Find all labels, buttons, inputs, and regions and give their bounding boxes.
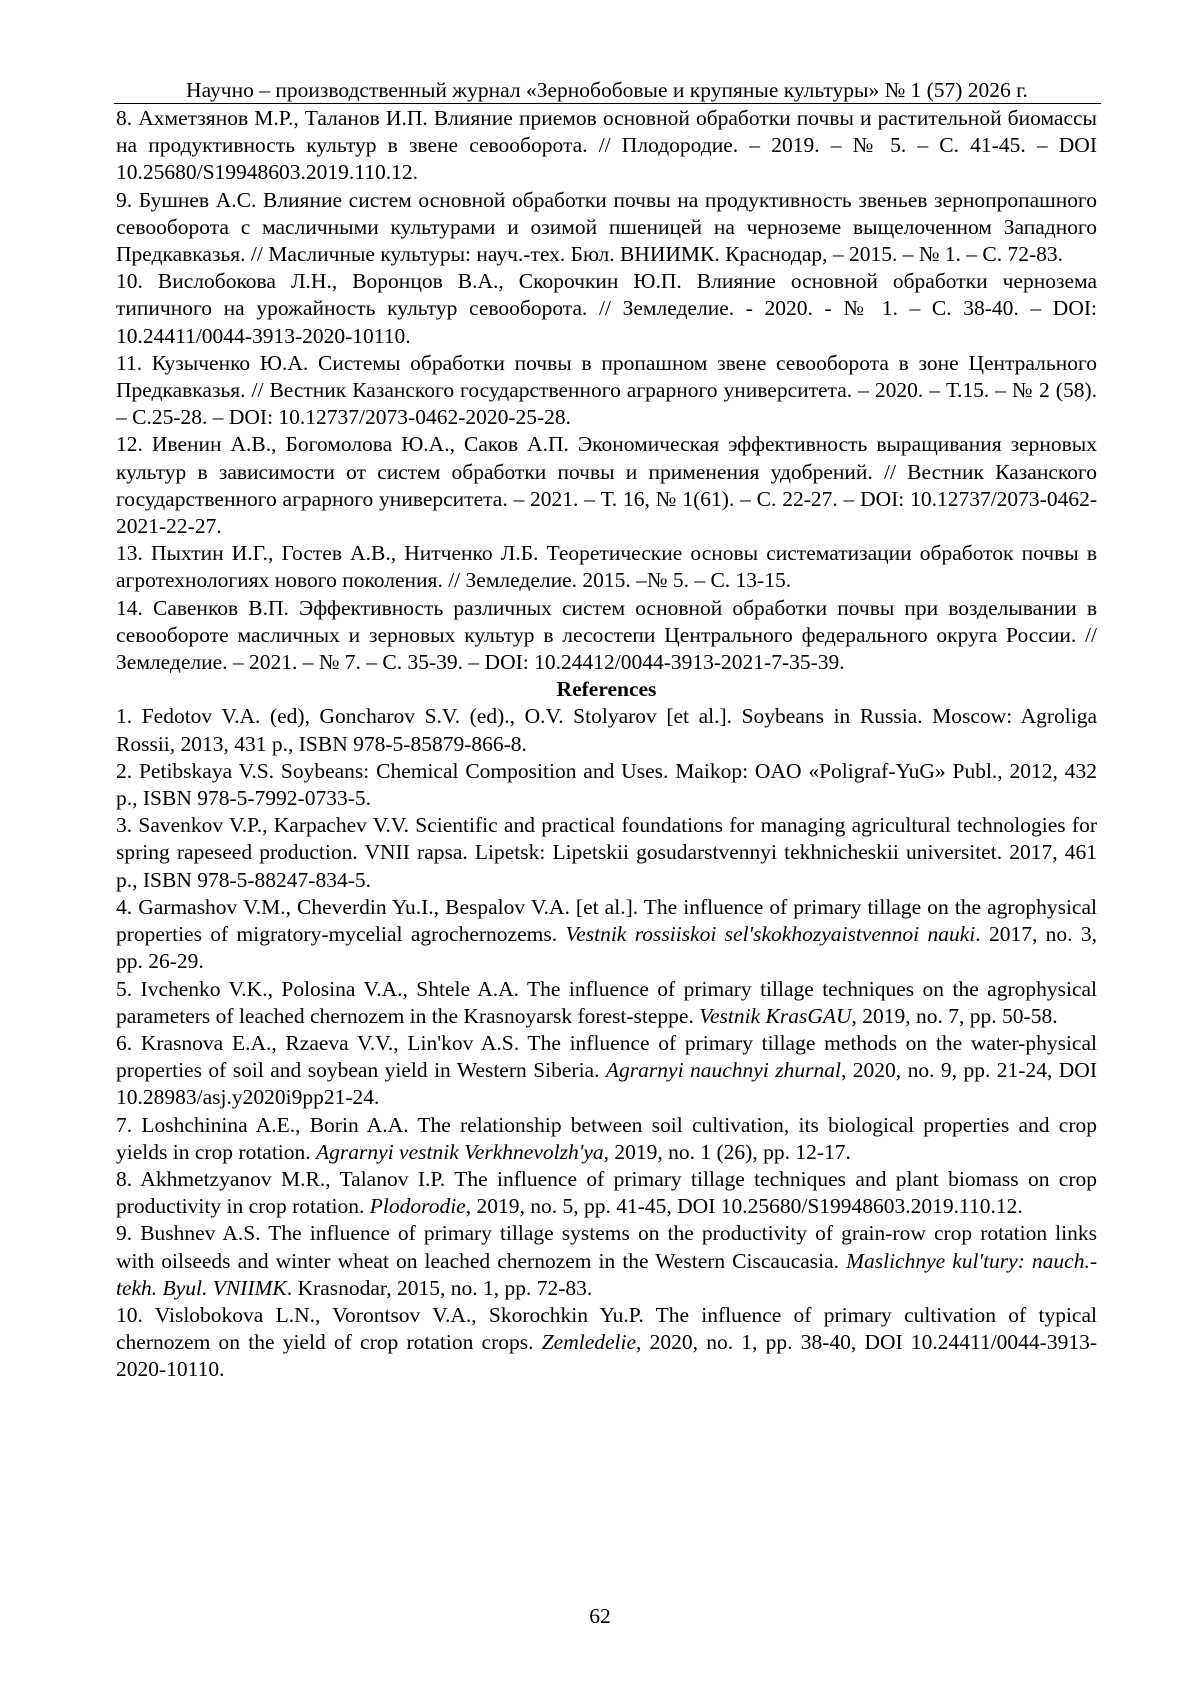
references-body	[116, 105, 1097, 1384]
reference-en-6	[116, 1030, 1097, 1112]
reference-en-7	[116, 1112, 1097, 1166]
reference-en-9-details: . Krasnodar, 2015, no. 1, pp. 72-83.	[286, 1275, 593, 1300]
reference-en-4-text: 4. Garmashov V.M., Cheverdin Yu.I., Bespalov V.A. [et al.]. The influence of primary tillage on the agrophysical properties of migratory-mycelial agrochernozems.	[116, 894, 1097, 947]
reference-en-1-text: 1. Fedotov V.A. (ed), Goncharov S.V. (ed)., O.V. Stolyarov [et al.]. Soybeans in Russia. Moscow: Agroliga Rossii, 2013, 431 p., ISBN 978-5-85879-866-8.	[116, 704, 1097, 756]
reference-en-1	[116, 703, 1097, 757]
reference-en-7-journal: Agrarnyi vestnik Verkhnevolzh'ya	[316, 1139, 604, 1164]
reference-en-5-journal: Vestnik KrasGAU	[699, 1003, 852, 1028]
journal-running-header: Научно – производственный журнал «Зернобобовые и крупяные культуры» № 1 (57) 2026 г.	[186, 78, 1028, 102]
reference-en-2	[116, 758, 1097, 812]
reference-en-8	[116, 1166, 1097, 1220]
reference-ru-11: 11. Кузыченко Ю.А. Системы обработки почвы в пропашном звене севооборота в зоне Центрального Предкавказья. // Вестник Казанского государственного аграрного университета. – 2020. – Т.15. – № 2 (58). – С.25-28. – DOI: 10.12737/2073-0462-2020-25-28.	[116, 350, 1097, 430]
page-number: 62	[589, 1604, 611, 1628]
reference-en-4	[116, 894, 1097, 976]
reference-en-5-text: 5. Ivchenko V.K., Polosina V.A., Shtele A.A. The influence of primary tillage techniques on the agrophysical parameters of leached chernozem in the Krasnoyarsk forest-steppe.	[116, 976, 1097, 1028]
reference-ru-8: 8. Ахметзянов М.Р., Таланов И.П. Влияние приемов основной обработки почвы и растительной биомассы на продуктивность культур в звене севооборота. // Плодородие. – 2019. – № 5. – С. 41-45. – DOI 10.25680/S19948603.2019.110.12.	[116, 106, 1097, 185]
reference-en-8-text: 8. Akhmetzyanov M.R., Talanov I.P. The influence of primary tillage techniques and plant biomass on crop productivity in crop rotation.	[116, 1166, 1097, 1219]
reference-ru-13: 13. Пыхтин И.Г., Гостев А.В., Нитченко Л.Б. Теоретические основы систематизации обработок почвы в агротехнологиях нового поколения. // Земледелие. 2015. –№ 5. – С. 13-15.	[116, 541, 1097, 593]
reference-en-5	[116, 976, 1097, 1030]
reference-en-3-text: 3. Savenkov V.P., Karpachev V.V. Scientific and practical foundations for managing agricultural technologies for spring rapeseed production. VNII rapsa. Lipetsk: Lipetskii gosudarstvennyi tekhnicheskii universitet. 2017, 461 p., ISBN 978-5-88247-834-5.	[116, 813, 1097, 892]
reference-en-10-details: , 2020, no. 1, pp. 38-40, DOI 10.24411/0044-3913-2020-10110.	[116, 1330, 1097, 1382]
reference-en-3	[116, 812, 1097, 894]
reference-en-6-journal: Agrarnyi nauchnyi zhurnal	[605, 1058, 841, 1083]
header-rule	[114, 103, 1101, 104]
references-heading: References	[556, 677, 657, 702]
reference-en-7-text: 7. Loshchinina A.E., Borin A.A. The relationship between soil cultivation, its biological properties and crop yields in crop rotation.	[116, 1112, 1097, 1164]
reference-ru-12: 12. Ивенин А.В., Богомолова Ю.А., Саков А.П. Экономическая эффективность выращивания зерновых культур в зависимости от систем обработки почвы и применения удобрений. // Вестник Казанского государственного аграрного университета. – 2021. – Т. 16, № 1(61). – С. 22-27. – DOI: 10.12737/2073-0462-2021-22-27.	[116, 432, 1097, 539]
reference-ru-10: 10. Вислобокова Л.Н., Воронцов В.А., Скорочкин Ю.П. Влияние основной обработки чернозема типичного на урожайность культур севооборота. // Земледелие. - 2020. - № 1. – С. 38-40. – DOI: 10.24411/0044-3913-2020-10110.	[116, 269, 1097, 348]
reference-en-7-details: , 2019, no. 1 (26), pp. 12-17.	[603, 1139, 851, 1164]
reference-en-4-details: . 2017, no. 3, pp. 26-29.	[116, 922, 1098, 974]
reference-en-6-details: , 2020, no. 9, pp. 21-24, DOI 10.28983/asj.y2020i9pp21-24.	[116, 1058, 1097, 1110]
reference-en-9-text: 9. Bushnev A.S. The influence of primary tillage systems on the productivity of grain-row crop rotation links with oilseeds and winter wheat on leached chernozem in the Western Ciscaucasia.	[116, 1221, 1097, 1273]
reference-ru-14: 14. Савенков В.П. Эффективность различных систем основной обработки почвы при возделывании в севообороте масличных и зерновых культур в лесостепи Центрального федерального округа России. // Земледелие. – 2021. – № 7. – С. 35-39. – DOI: 10.24412/0044-3913-2021-7-35-39.	[116, 595, 1097, 675]
reference-en-8-details: , 2019, no. 5, pp. 41-45, DOI 10.25680/S19948603.2019.110.12.	[465, 1194, 1023, 1219]
reference-en-2-text: 2. Petibskaya V.S. Soybeans: Chemical Composition and Uses. Maikop: OAO «Poligraf-YuG» Publ., 2012, 432 p., ISBN 978-5-7992-0733-5.	[116, 758, 1097, 811]
reference-en-10-journal: Zemledelie	[541, 1330, 637, 1355]
reference-en-9-journal: Maslichnye kul'tury: nauch.-tekh. Byul. VNIIMK	[116, 1248, 1097, 1300]
reference-en-6-text: 6. Krasnova E.A., Rzaeva V.V., Lin'kov A.S. The influence of primary tillage methods on the water-physical properties of soil and soybean yield in Western Siberia.	[116, 1030, 1097, 1083]
reference-en-4-journal: Vestnik rossiiskoi sel'skokhozyaistvennoi nauki	[565, 922, 976, 947]
reference-en-10-text: 10. Vislobokova L.N., Vorontsov V.A., Skorochkin Yu.P. The influence of primary cultivation of typical chernozem on the yield of crop rotation crops.	[116, 1302, 1097, 1355]
reference-ru-9: 9. Бушнев А.С. Влияние систем основной обработки почвы на продуктивность звеньев зернопропашного севооборота с масличными культурами и озимой пшеницей на черноземе выщелоченном Западного Предкавказья. // Масличные культуры: науч.-тех. Бюл. ВНИИМК. Краснодар, – 2015. – № 1. – С. 72-83.	[116, 187, 1097, 267]
reference-en-9	[116, 1220, 1097, 1302]
reference-en-10	[116, 1302, 1097, 1384]
reference-en-5-details: , 2019, no. 7, pp. 50-58.	[851, 1003, 1058, 1028]
reference-en-8-journal: Plodorodie	[369, 1194, 466, 1219]
